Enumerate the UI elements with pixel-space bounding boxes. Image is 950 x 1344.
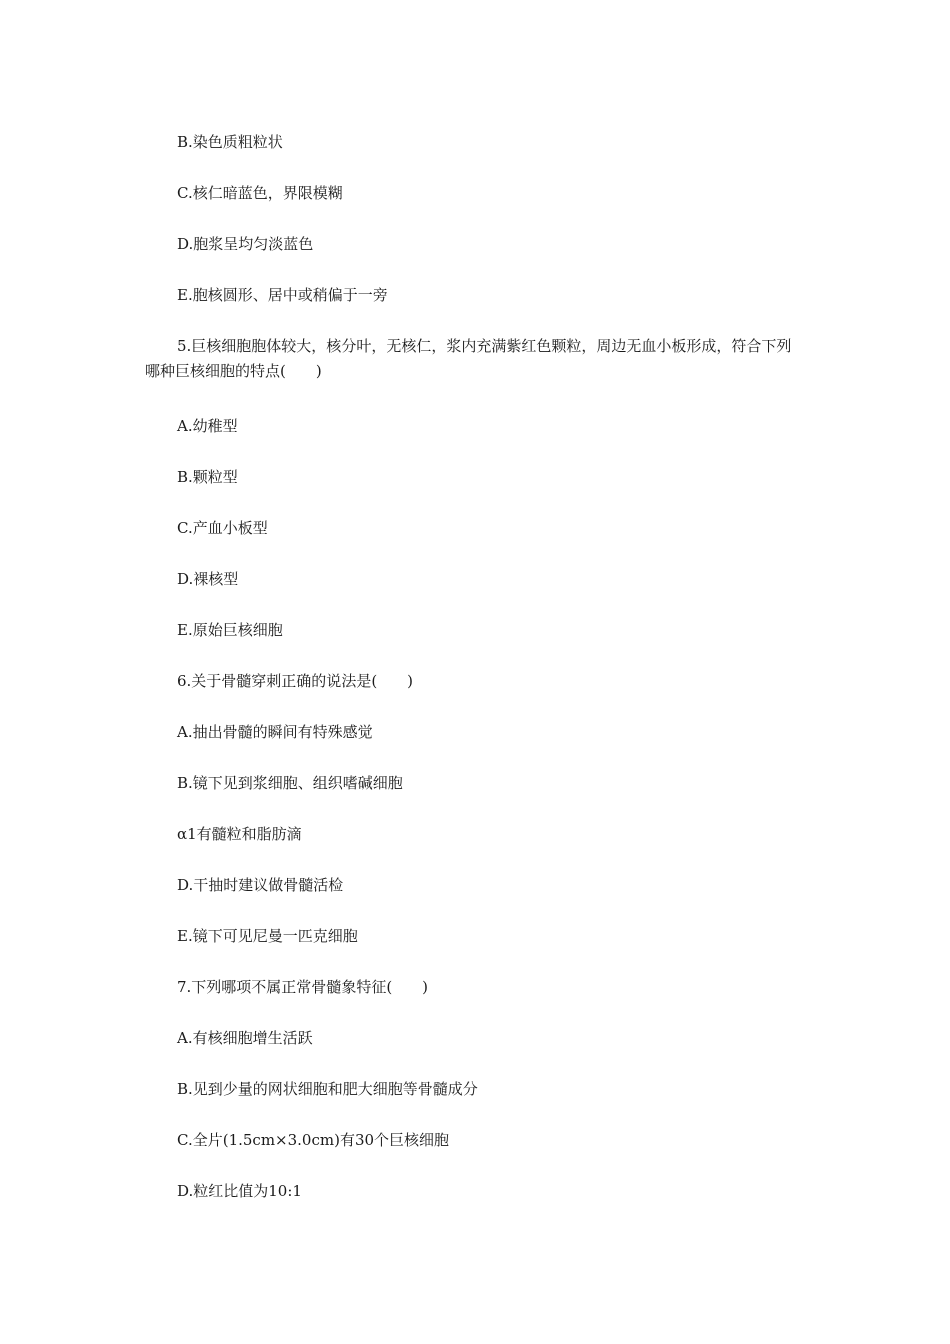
option-5a: A.幼稚型: [177, 417, 238, 435]
option-6b: B.镜下见到浆细胞、组织嗜碱细胞: [177, 774, 403, 792]
question-6: 6.关于骨髓穿刺正确的说法是( ): [177, 672, 414, 690]
option-6e: E.镜下可见尼曼一匹克细胞: [177, 927, 358, 945]
option-5c: C.产血小板型: [177, 519, 268, 537]
option-7d: D.粒红比值为10:1: [177, 1182, 302, 1200]
option-7c: C.全片(1.5cm×3.0cm)有30个巨核细胞: [177, 1131, 450, 1149]
option-4e: E.胞核圆形、居中或稍偏于一旁: [177, 286, 388, 304]
option-4b: B.染色质粗粒状: [177, 133, 283, 151]
option-7a: A.有核细胞增生活跃: [177, 1029, 313, 1047]
option-6a: A.抽出骨髓的瞬间有特殊感觉: [177, 723, 373, 741]
option-6c: α1有髓粒和脂肪滴: [177, 825, 302, 843]
option-6d: D.干抽时建议做骨髓活检: [177, 876, 344, 894]
question-7: 7.下列哪项不属正常骨髓象特征( ): [177, 978, 429, 996]
option-5e: E.原始巨核细胞: [177, 621, 283, 639]
option-4c: C.核仁暗蓝色，界限模糊: [177, 184, 343, 202]
option-7b: B.见到少量的网状细胞和肥大细胞等骨髓成分: [177, 1080, 478, 1098]
option-5d: D.裸核型: [177, 570, 239, 588]
option-5b: B.颗粒型: [177, 468, 238, 486]
option-4d: D.胞浆呈均匀淡蓝色: [177, 235, 314, 253]
question-5: 5.巨核细胞胞体较大，核分叶，无核仁，浆内充满紫红色颗粒，周边无血小板形成，符合下列哪种巨核细胞的特点( ): [145, 337, 792, 380]
